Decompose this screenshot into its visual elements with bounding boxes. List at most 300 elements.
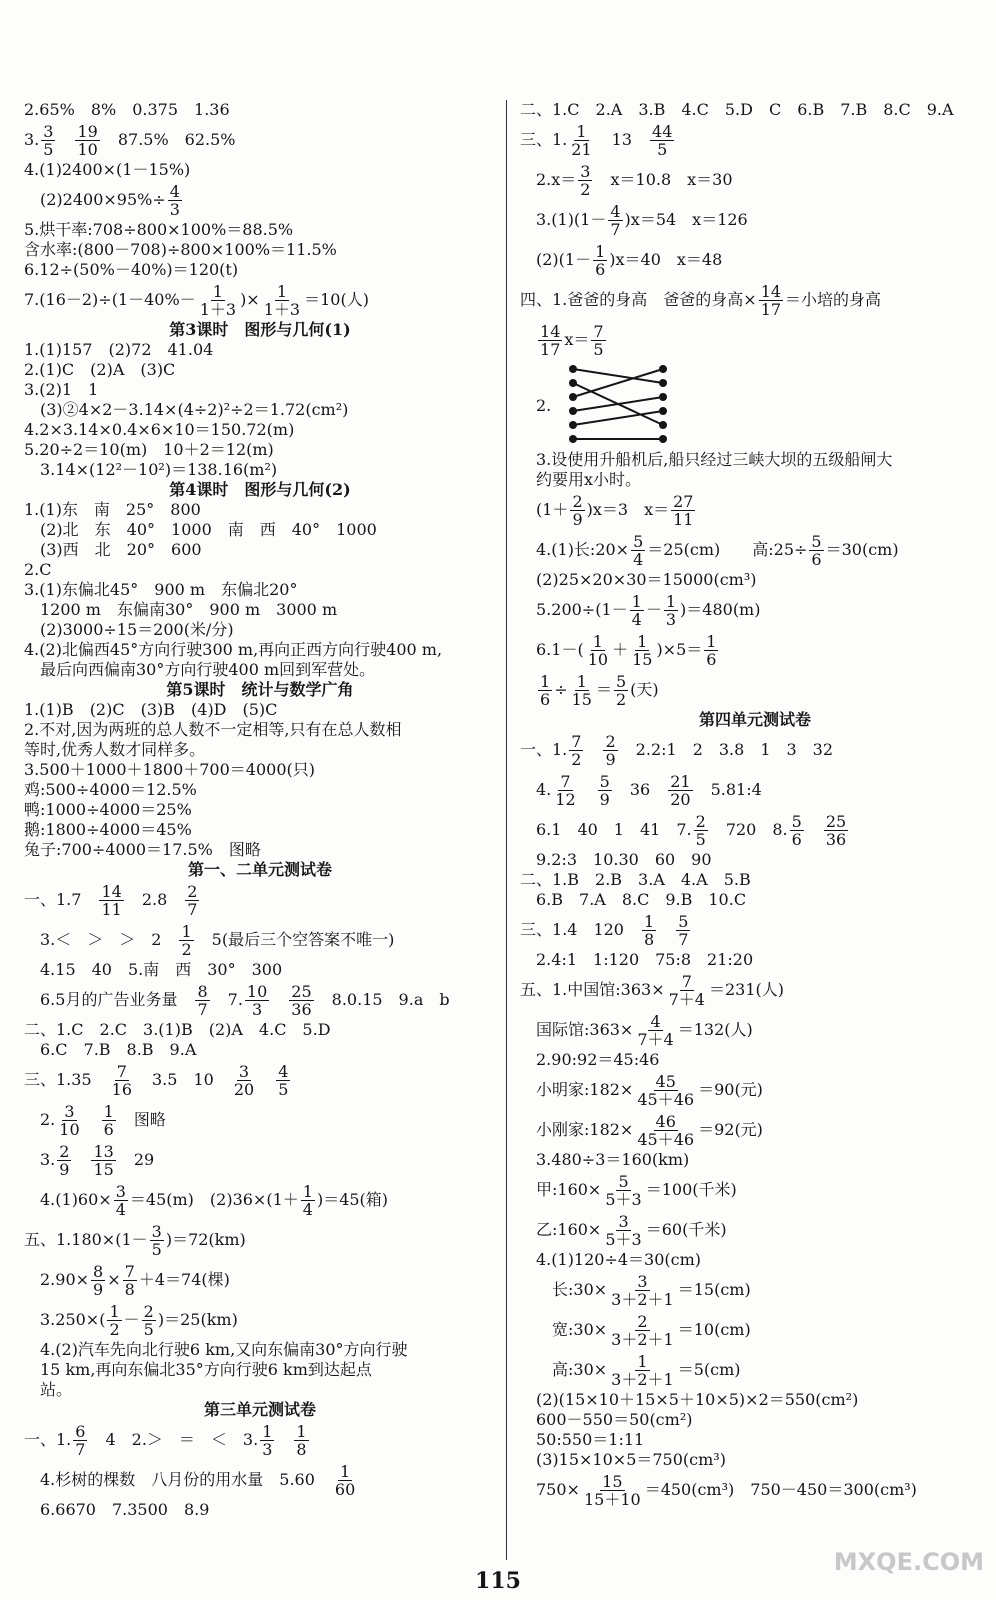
answer-text: 三、1.4 120 — [520, 920, 640, 939]
answer-text: 三、1. — [520, 130, 568, 149]
answer-line — [520, 850, 990, 870]
denominator: 6 — [595, 259, 606, 279]
answer-text: 6.1 40 1 41 7. — [520, 820, 692, 839]
fraction — [598, 773, 612, 808]
answer-text: (2)3000÷15＝200(米/分) — [24, 620, 234, 639]
fraction — [41, 123, 55, 158]
answer-line — [24, 1220, 496, 1260]
answer-text: 15 km,再向东偏北35°方向行驶6 km到达起点 — [24, 1360, 372, 1379]
answer-text: ＝ — [595, 680, 612, 699]
answer-line — [24, 1460, 496, 1500]
numerator: 1 — [706, 631, 717, 651]
numerator: 7 — [124, 1261, 135, 1281]
answer-text: 一、1. — [24, 1430, 72, 1449]
answer-text: 4.(2)北偏西45°方向行驶300 m,再向正西方向行驶400 m, — [24, 640, 443, 659]
answer-text: 五、1.中国馆:363× — [520, 980, 665, 999]
heading-text: 第四单元测试卷 — [698, 710, 811, 729]
answer-line — [520, 590, 990, 630]
answer-text: 5(最后三个空答案不唯一) — [195, 930, 395, 949]
answer-text: 3.(1)(1－ — [520, 210, 607, 229]
denominator: 2 — [615, 689, 627, 709]
answer-text: 4 2.＞ ＝ ＜ 3. — [89, 1430, 259, 1449]
denominator: 3 — [665, 609, 677, 629]
answer-text: (3)西 北 20° 600 — [24, 540, 202, 559]
answer-text: 3.设使用升船机后,船只经过三峡大坝的五级船闸大 — [520, 450, 893, 469]
answer-line — [24, 620, 496, 640]
answer-text: 7. — [211, 990, 243, 1009]
answer-line — [24, 1060, 496, 1100]
answer-line — [520, 1210, 990, 1250]
fraction — [301, 1183, 315, 1218]
fraction — [168, 183, 182, 218]
match-dot — [569, 365, 577, 373]
matching-diagram — [559, 362, 679, 448]
left-column — [24, 100, 496, 1520]
answer-text: 3. — [24, 1150, 56, 1169]
numerator: 15 — [602, 1471, 623, 1491]
answer-line — [520, 1070, 990, 1110]
fraction — [553, 773, 577, 808]
answer-text: )x＝3 x＝ — [586, 500, 670, 519]
answer-line — [24, 960, 496, 980]
numerator: 8 — [93, 1261, 104, 1281]
answer-line — [520, 240, 990, 280]
answer-text: )× — [240, 290, 260, 309]
answer-text: )x＝40 x＝48 — [609, 250, 723, 269]
numerator: 7 — [681, 971, 692, 991]
answer-text: ＝30(cm) — [825, 540, 899, 559]
denominator: 9 — [605, 749, 616, 769]
denominator: 12 — [555, 789, 576, 809]
answer-line — [24, 1260, 496, 1300]
answer-line — [24, 260, 496, 280]
answer-text: ＝5(cm) — [677, 1360, 741, 1379]
fraction — [614, 673, 628, 708]
denominator: 15 — [571, 689, 592, 709]
answer-text: 国际馆:363× — [520, 1020, 634, 1039]
fraction — [260, 1423, 274, 1458]
answer-text: )＝45(箱) — [316, 1190, 389, 1209]
answer-text: 6.5月的广告业务量 — [24, 990, 194, 1009]
answer-line — [520, 1450, 990, 1470]
fraction — [289, 983, 313, 1018]
answer-text: ＝231(人) — [708, 980, 785, 999]
answer-text: 五、1.180×(1－ — [24, 1230, 148, 1249]
answer-line — [520, 1310, 990, 1350]
numerator: 4 — [610, 201, 621, 221]
answer-text: 3.(2)1 1 — [24, 380, 99, 399]
fraction — [73, 1423, 87, 1458]
answer-line — [520, 1410, 990, 1430]
denominator: 20 — [233, 1079, 255, 1099]
answer-text: ＋ — [612, 640, 629, 659]
fraction — [294, 1423, 308, 1458]
answer-line — [520, 530, 990, 570]
numerator: 46 — [655, 1111, 676, 1131]
answer-text: (2)(1－ — [520, 250, 592, 269]
answer-line — [520, 1170, 990, 1210]
denominator: 45＋46 — [637, 1129, 695, 1149]
answer-line — [520, 1470, 990, 1510]
numerator: 2 — [143, 1301, 154, 1321]
match-dot — [569, 421, 577, 429]
answer-line — [520, 670, 990, 710]
answer-text: 3.14×(12²－10²)＝138.16(m²) — [24, 460, 278, 479]
match-dot — [659, 435, 667, 443]
answer-text: )＝25(km) — [157, 1310, 238, 1329]
answer-text: 5.200÷(1－ — [520, 600, 628, 619]
answer-text — [84, 1110, 100, 1130]
fraction — [694, 813, 708, 848]
numerator: 5 — [615, 671, 627, 691]
answer-text: (3)②4×2－3.14×(4÷2)²÷2＝1.72(cm²) — [24, 400, 349, 419]
fraction — [603, 1213, 643, 1248]
answer-line — [24, 1300, 496, 1340]
denominator: 7 — [197, 999, 208, 1019]
numerator: 1 — [109, 1301, 120, 1321]
diagram-row — [520, 360, 990, 450]
answer-text: 长:30× — [520, 1280, 608, 1299]
answer-text: ＋4＝74(棵) — [138, 1270, 230, 1289]
answer-line — [24, 160, 496, 180]
answer-text: 2.C — [24, 560, 52, 579]
answer-text: 4.15 40 5.南 西 30° 300 — [24, 960, 283, 979]
section-heading — [520, 710, 990, 730]
answer-text: 9.2:3 10.30 60 90 — [520, 850, 712, 869]
numerator: 5 — [678, 911, 689, 931]
answer-text: 1200 m 东偏南30° 900 m 3000 m — [24, 600, 338, 619]
answer-line — [520, 870, 990, 890]
denominator: 6 — [811, 549, 822, 569]
watermark: MXQE.COM — [833, 1548, 984, 1576]
numerator: 2 — [695, 811, 706, 831]
denominator: 9 — [599, 789, 610, 809]
answer-text: 87.5% 62.5% — [101, 130, 236, 149]
answer-line — [24, 240, 496, 260]
answer-line — [24, 1100, 496, 1140]
answer-text: 5.20÷2＝10(m) 10＋2＝12(m) — [24, 440, 274, 459]
answer-line — [24, 600, 496, 620]
numerator: 4 — [278, 1061, 289, 1081]
answer-line — [24, 360, 496, 380]
denominator: 21 — [571, 139, 592, 159]
denominator: 5 — [151, 1239, 162, 1259]
answer-line — [24, 220, 496, 240]
denominator: 8 — [644, 929, 655, 949]
answer-line — [24, 740, 496, 760]
answer-text: ＝10(cm) — [677, 1320, 751, 1339]
fraction — [150, 1223, 164, 1258]
fraction — [630, 633, 654, 668]
answer-text: 1.(1)东 南 25° 800 — [24, 500, 201, 519]
column-divider — [506, 100, 507, 1560]
answer-text: 600－550＝50(cm²) — [520, 1410, 693, 1429]
answer-text: 5.烘干率:708÷800×100%＝88.5% — [24, 220, 294, 239]
denominator: 8 — [124, 1279, 135, 1299]
answer-line — [520, 950, 990, 970]
denominator: 10 — [77, 139, 98, 159]
answer-line — [24, 560, 496, 580]
fraction — [91, 1263, 105, 1298]
answer-text: (2)2400×95%÷ — [24, 190, 166, 209]
numerator: 1 — [644, 911, 655, 931]
fraction — [110, 1063, 134, 1098]
answer-text: 3.480÷3＝160(km) — [520, 1150, 690, 1169]
answer-text: 50:550＝1:11 — [520, 1430, 645, 1449]
answer-line — [520, 1010, 990, 1050]
denominator: 4 — [302, 1199, 313, 1219]
numerator: 1 — [296, 1421, 307, 1441]
answer-line — [24, 640, 496, 660]
fraction — [99, 883, 123, 918]
numerator: 1 — [540, 671, 551, 691]
denominator: 7 — [75, 1439, 86, 1459]
numerator: 4 — [650, 1011, 661, 1031]
answer-line — [24, 100, 496, 120]
diagram-label: 2. — [536, 395, 552, 415]
denominator: 45＋46 — [637, 1089, 695, 1109]
answer-text: ＝15(cm) — [677, 1280, 751, 1299]
denominator: 6 — [706, 649, 717, 669]
fraction — [631, 533, 645, 568]
numerator: 45 — [655, 1071, 676, 1091]
answer-text: ＝10(人) — [304, 290, 369, 309]
answer-line — [24, 1040, 496, 1060]
fraction — [582, 1473, 643, 1508]
section-heading — [24, 680, 496, 700]
answer-text: ＝90(元) — [698, 1080, 763, 1099]
answer-text: (2)(15×10＋15×5＋10×5)×2＝550(cm²) — [520, 1390, 859, 1409]
numerator: 5 — [811, 531, 822, 551]
numerator: 1 — [637, 631, 648, 651]
fraction — [123, 1263, 137, 1298]
answer-text — [57, 130, 73, 150]
numerator: 2 — [605, 731, 616, 751]
numerator: 1 — [212, 281, 223, 301]
answer-text: 四、1.爸爸的身高 爸爸的身高× — [520, 290, 757, 309]
answer-text: 5.81:4 — [694, 780, 762, 799]
numerator: 6 — [75, 1421, 86, 1441]
fraction — [603, 1173, 643, 1208]
answer-text: 二、1.C 2.A 3.B 4.C 5.D C 6.B 7.B 8.C 9.A — [520, 100, 954, 119]
answer-line — [520, 1150, 990, 1170]
answer-text: ＝450(cm³) 750－450＝300(cm³) — [644, 1480, 917, 1499]
fraction — [57, 1143, 71, 1178]
answer-text: 鸡:500÷4000＝12.5% — [24, 780, 197, 799]
answer-line — [24, 820, 496, 840]
answer-text: (2)北 东 40° 1000 南 西 40° 1000 — [24, 520, 377, 539]
answer-text: 高:30× — [520, 1360, 608, 1379]
denominator: 20 — [670, 789, 691, 809]
match-dot — [569, 393, 577, 401]
numerator: 7 — [560, 771, 571, 791]
denominator: 4 — [115, 1199, 126, 1219]
answer-line — [520, 320, 990, 360]
fraction — [333, 1463, 357, 1498]
fraction — [667, 973, 707, 1008]
heading-text: 第5课时 统计与数学广角 — [166, 680, 354, 699]
heading-text: 第3课时 图形与几何(1) — [169, 320, 351, 339]
answer-text — [658, 920, 674, 940]
answer-line — [520, 1050, 990, 1070]
fraction — [57, 1103, 81, 1138]
fraction — [570, 673, 594, 708]
denominator: 10 — [587, 649, 609, 669]
answer-text: )x＝54 x＝126 — [624, 210, 748, 229]
numerator: 2 — [187, 881, 198, 901]
answer-text: 4.2×3.14×0.4×6×10＝150.72(m) — [24, 420, 295, 439]
numerator: 1 — [665, 591, 677, 611]
match-line — [573, 369, 663, 397]
numerator: 1 — [103, 1101, 114, 1121]
denominator: 3 — [169, 199, 180, 219]
denominator: 15 — [93, 1159, 114, 1179]
fraction — [232, 1063, 256, 1098]
answer-text: － — [123, 1310, 140, 1329]
answer-text: ÷ — [554, 680, 568, 699]
answer-text: ＝92(元) — [698, 1120, 763, 1139]
numerator: 1 — [276, 281, 287, 301]
answer-text: 乙:160× — [520, 1220, 602, 1239]
answer-text: 2.65% 8% 0.375 1.36 — [24, 100, 230, 119]
denominator: 1＋3 — [199, 299, 237, 319]
answer-text: (2)25×20×30＝15000(cm³) — [520, 570, 757, 589]
denominator: 5＋3 — [605, 1189, 642, 1209]
answer-text: 2.x＝ — [520, 170, 577, 189]
match-line — [573, 369, 663, 383]
heading-text: 第三单元测试卷 — [203, 1400, 316, 1419]
fraction — [142, 1303, 156, 1338]
answer-text: (3)15×10×5＝750(cm³) — [520, 1450, 726, 1469]
answer-text: 兔子:700÷4000＝17.5% 图略 — [24, 840, 261, 859]
answer-text: 8.0.15 9.a b — [315, 990, 450, 1009]
denominator: 9 — [572, 509, 583, 529]
answer-text — [271, 990, 287, 1010]
numerator: 3 — [43, 121, 54, 141]
answer-text: 6.6670 7.3500 8.9 — [24, 1500, 210, 1519]
answer-line — [520, 450, 990, 470]
fraction — [790, 813, 804, 848]
numerator: 5 — [791, 811, 802, 831]
answer-text: 一、1. — [520, 740, 568, 759]
answer-line — [24, 700, 496, 720]
answer-text: 最后向西偏南30°方向行驶400 m回到军营处。 — [24, 660, 376, 679]
answer-line — [520, 630, 990, 670]
answer-line — [24, 340, 496, 360]
answer-text: (天) — [630, 680, 659, 699]
denominator: 60 — [334, 1479, 356, 1499]
fraction — [668, 773, 692, 808]
denominator: 6 — [791, 829, 802, 849]
answer-text: 2.(1)C (2)A (3)C — [24, 360, 176, 379]
numerator: 1 — [262, 1421, 273, 1441]
fraction — [824, 813, 848, 848]
fraction — [578, 163, 592, 198]
answer-line — [520, 490, 990, 530]
answer-line — [24, 400, 496, 420]
answer-text: 一、1.7 — [24, 890, 98, 909]
answer-line — [24, 780, 496, 800]
fraction — [195, 983, 209, 1018]
denominator: 5 — [695, 829, 706, 849]
match-dot — [659, 365, 667, 373]
denominator: 8 — [296, 1439, 307, 1459]
fraction — [608, 203, 622, 238]
numerator: 1 — [595, 241, 606, 261]
denominator: 17 — [540, 339, 561, 359]
match-line — [573, 397, 663, 411]
denominator: 9 — [59, 1159, 70, 1179]
answer-line — [520, 100, 990, 120]
answer-line — [24, 540, 496, 560]
denominator: 4 — [633, 549, 644, 569]
answer-line — [24, 760, 496, 780]
denominator: 2 — [181, 939, 192, 959]
denominator: 9 — [93, 1279, 104, 1299]
answer-text: 4.(2)汽车先向北行驶6 km,又向东偏南30°方向行驶 — [24, 1340, 408, 1359]
denominator: 11 — [101, 899, 122, 919]
answer-text: 3.250×( — [24, 1310, 106, 1329]
numerator: 3 — [64, 1101, 75, 1121]
fraction — [75, 123, 99, 158]
answer-text: 三、1.35 — [24, 1070, 108, 1089]
fraction — [704, 633, 718, 668]
numerator: 5 — [599, 771, 610, 791]
answer-line — [520, 1430, 990, 1450]
fraction — [198, 283, 238, 318]
fraction — [809, 533, 823, 568]
answer-line — [520, 160, 990, 200]
numerator: 14 — [540, 321, 561, 341]
answer-line — [24, 440, 496, 460]
fraction — [586, 633, 610, 668]
fraction — [650, 123, 674, 158]
denominator: 3＋2＋1 — [611, 1289, 674, 1309]
answer-text: 36 — [613, 780, 667, 799]
fraction — [114, 1183, 128, 1218]
answer-text: 3. — [24, 130, 40, 149]
denominator: 3＋2＋1 — [611, 1369, 674, 1389]
numerator: 2 — [572, 491, 583, 511]
answer-line — [520, 120, 990, 160]
denominator: 5＋3 — [605, 1229, 642, 1249]
answer-line — [24, 800, 496, 820]
numerator: 3 — [618, 1211, 629, 1231]
right-column — [520, 100, 990, 1510]
fraction — [570, 493, 584, 528]
answer-text: ＝100(千米) — [645, 1180, 737, 1199]
denominator: 1＋3 — [263, 299, 301, 319]
answer-line — [520, 970, 990, 1010]
denominator: 6 — [103, 1119, 114, 1139]
match-dot — [659, 421, 667, 429]
numerator: 4 — [169, 181, 180, 201]
answer-text: ＝60(千米) — [645, 1220, 727, 1239]
answer-text: 二、1.C 2.C 3.(1)B (2)A 4.C 5.D — [24, 1020, 331, 1039]
numerator: 7 — [593, 321, 604, 341]
answer-text: 3.(1)东偏北45° 900 m 东偏北20° — [24, 580, 298, 599]
answer-text — [580, 780, 596, 800]
numerator: 1 — [576, 671, 587, 691]
answer-text: 2.不对,因为两班的总人数不一定相等,只有在总人数相 — [24, 720, 402, 739]
denominator: 16 — [111, 1079, 132, 1099]
answer-line — [520, 910, 990, 950]
denominator: 10 — [59, 1119, 80, 1139]
answer-text — [806, 820, 822, 840]
answer-text: 4.(1)120÷4＝30(cm) — [520, 1250, 702, 1269]
answer-line — [520, 770, 990, 810]
numerator: 2 — [59, 1141, 70, 1161]
